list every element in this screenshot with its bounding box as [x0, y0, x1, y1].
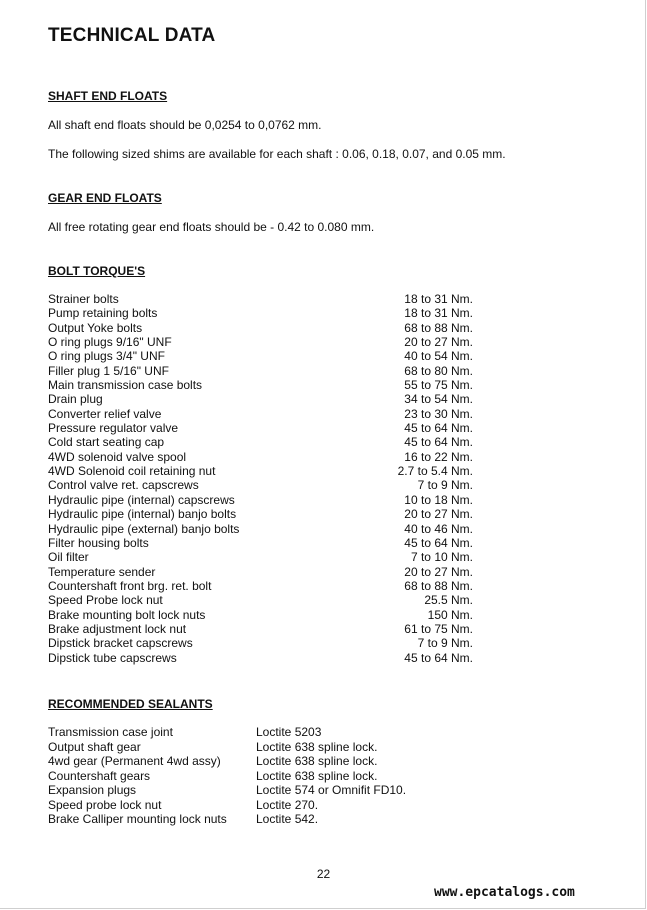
torque-row-label: Filter housing bolts	[48, 535, 149, 550]
torque-row-value: 25.5 Nm.	[424, 593, 473, 608]
sealant-row-label: Speed probe lock nut	[48, 797, 162, 812]
torque-row-value: 55 to 75 Nm.	[404, 378, 473, 393]
gear-end-floats-heading: GEAR END FLOATS	[48, 191, 162, 205]
torque-row	[48, 593, 473, 607]
torque-row-value: 40 to 54 Nm.	[404, 349, 473, 364]
torque-row-label: Brake adjustment lock nut	[48, 621, 187, 636]
torque-row-label: Output Yoke bolts	[48, 320, 143, 335]
sealant-row	[48, 754, 448, 769]
torque-row-label: Hydraulic pipe (internal) banjo bolts	[48, 507, 237, 522]
torque-row	[48, 579, 473, 593]
torque-row	[48, 421, 473, 435]
sealant-row-value: Loctite 638 spline lock.	[256, 768, 378, 783]
torque-row-value: 40 to 46 Nm.	[404, 521, 473, 536]
torque-row	[48, 306, 473, 320]
torque-row-label: Control valve ret. capscrews	[48, 478, 199, 493]
torque-row-label: Filler plug 1 5/16" UNF	[48, 363, 169, 378]
sealant-row-label: Expansion plugs	[48, 783, 137, 797]
torque-row-label: Hydraulic pipe (external) banjo bolts	[48, 521, 240, 536]
torque-row-value: 68 to 80 Nm.	[404, 363, 473, 378]
torque-row-value: 61 to 75 Nm.	[404, 621, 473, 636]
torque-row	[48, 321, 473, 335]
torque-row-label: Pressure regulator valve	[48, 421, 179, 436]
torque-row-value: 2.7 to 5.4 Nm.	[397, 464, 473, 479]
bolt-torques-heading: BOLT TORQUE'S	[48, 264, 146, 278]
sealant-row-label: Output shaft gear	[48, 739, 141, 754]
torque-row	[48, 292, 473, 306]
torque-row-label: Strainer bolts	[48, 292, 119, 306]
torque-row-value: 7 to 9 Nm.	[417, 636, 473, 651]
torque-row	[48, 651, 473, 665]
torque-row-label: Converter relief valve	[48, 406, 162, 421]
torque-row-value: 45 to 64 Nm.	[404, 650, 473, 665]
torque-row-label: Speed Probe lock nut	[48, 593, 163, 608]
sealant-row	[48, 725, 448, 740]
torque-row-label: Cold start seating cap	[48, 435, 165, 450]
torque-row-label: Dipstick bracket capscrews	[48, 636, 193, 651]
torque-row-label: O ring plugs 9/16" UNF	[48, 335, 172, 350]
gear-end-floats-line-1: All free rotating gear end floats should be - 0.42 to 0.080 mm.	[48, 220, 375, 234]
sealant-row-value: Loctite 270.	[256, 797, 319, 812]
torque-row	[48, 493, 473, 507]
torque-row	[48, 364, 473, 378]
torque-row-value: 68 to 88 Nm.	[404, 320, 473, 335]
torque-row-label: Dipstick tube capscrews	[48, 650, 177, 665]
sealant-row-label: Transmission case joint	[48, 725, 173, 739]
torque-row	[48, 536, 473, 550]
torque-row-value: 18 to 31 Nm.	[404, 306, 473, 321]
torque-row	[48, 550, 473, 564]
torque-row-value: 23 to 30 Nm.	[404, 406, 473, 421]
torque-row-label: Oil filter	[48, 550, 89, 565]
torque-row-value: 68 to 88 Nm.	[404, 578, 473, 593]
torque-row-value: 34 to 54 Nm.	[404, 392, 473, 407]
sealant-row	[48, 798, 448, 813]
torque-row-label: Main transmission case bolts	[48, 378, 203, 393]
shaft-end-floats-line-1: All shaft end floats should be 0,0254 to 0,0762 mm.	[48, 118, 322, 132]
torque-row	[48, 464, 473, 478]
torque-row-label: Countershaft front brg. ret. bolt	[48, 578, 212, 593]
torque-row-value: 7 to 9 Nm.	[417, 478, 473, 493]
shaft-end-floats-heading: SHAFT END FLOATS	[48, 89, 168, 103]
bolt-torque-table	[48, 292, 473, 665]
torque-row-value: 20 to 27 Nm.	[404, 564, 473, 579]
torque-row	[48, 435, 473, 449]
torque-row	[48, 478, 473, 492]
sealant-row-value: Loctite 5203	[256, 725, 322, 739]
torque-row-value: 20 to 27 Nm.	[404, 335, 473, 350]
torque-row-label: 4WD solenoid valve spool	[48, 449, 187, 464]
sealant-row-value: Loctite 574 or Omnifit FD10.	[256, 783, 407, 797]
sealant-row	[48, 740, 448, 755]
torque-row-value: 45 to 64 Nm.	[404, 421, 473, 436]
shaft-end-floats-line-2: The following sized shims are available for each shaft : 0.06, 0.18, 0.07, and 0.05 mm.	[48, 147, 506, 161]
torque-row	[48, 335, 473, 349]
torque-row	[48, 522, 473, 536]
sealant-row-value: Loctite 638 spline lock.	[256, 739, 378, 754]
torque-row	[48, 450, 473, 464]
torque-row-value: 10 to 18 Nm.	[404, 492, 473, 507]
torque-row-label: Drain plug	[48, 392, 103, 407]
sealant-row-label: Brake Calliper mounting lock nuts	[48, 812, 227, 826]
torque-row-value: 18 to 31 Nm.	[404, 292, 473, 306]
torque-row	[48, 636, 473, 650]
torque-row-value: 20 to 27 Nm.	[404, 507, 473, 522]
torque-row-label: Brake mounting bolt lock nuts	[48, 607, 206, 622]
torque-row-value: 16 to 22 Nm.	[404, 449, 473, 464]
sealant-row-value: Loctite 542.	[256, 812, 319, 826]
page-number: 22	[316, 867, 331, 881]
torque-row-value: 7 to 10 Nm.	[410, 550, 473, 565]
sealant-row	[48, 783, 448, 798]
sealant-row-value: Loctite 638 spline lock.	[256, 754, 378, 768]
torque-row	[48, 507, 473, 521]
sealant-row	[48, 769, 448, 784]
torque-row-label: Temperature sender	[48, 564, 156, 579]
torque-row	[48, 565, 473, 579]
page-title: TECHNICAL DATA	[48, 25, 216, 46]
torque-row-label: O ring plugs 3/4" UNF	[48, 349, 165, 364]
torque-row	[48, 407, 473, 421]
torque-row	[48, 392, 473, 406]
sealant-row	[48, 812, 448, 827]
torque-row	[48, 378, 473, 392]
torque-row-value: 45 to 64 Nm.	[404, 435, 473, 450]
watermark-link[interactable]: www.epcatalogs.com	[434, 885, 575, 900]
sealants-table	[48, 725, 448, 827]
torque-row	[48, 622, 473, 636]
torque-row-label: 4WD Solenoid coil retaining nut	[48, 464, 216, 479]
torque-row-value: 45 to 64 Nm.	[404, 535, 473, 550]
torque-row-label: Pump retaining bolts	[48, 306, 158, 321]
sealant-row-label: Countershaft gears	[48, 768, 151, 783]
torque-row	[48, 608, 473, 622]
torque-row-label: Hydraulic pipe (internal) capscrews	[48, 492, 235, 507]
torque-row-value: 150 Nm.	[427, 607, 473, 622]
sealant-row-label: 4wd gear (Permanent 4wd assy)	[48, 754, 221, 768]
torque-row	[48, 349, 473, 363]
sealants-heading: RECOMMENDED SEALANTS	[48, 697, 213, 711]
